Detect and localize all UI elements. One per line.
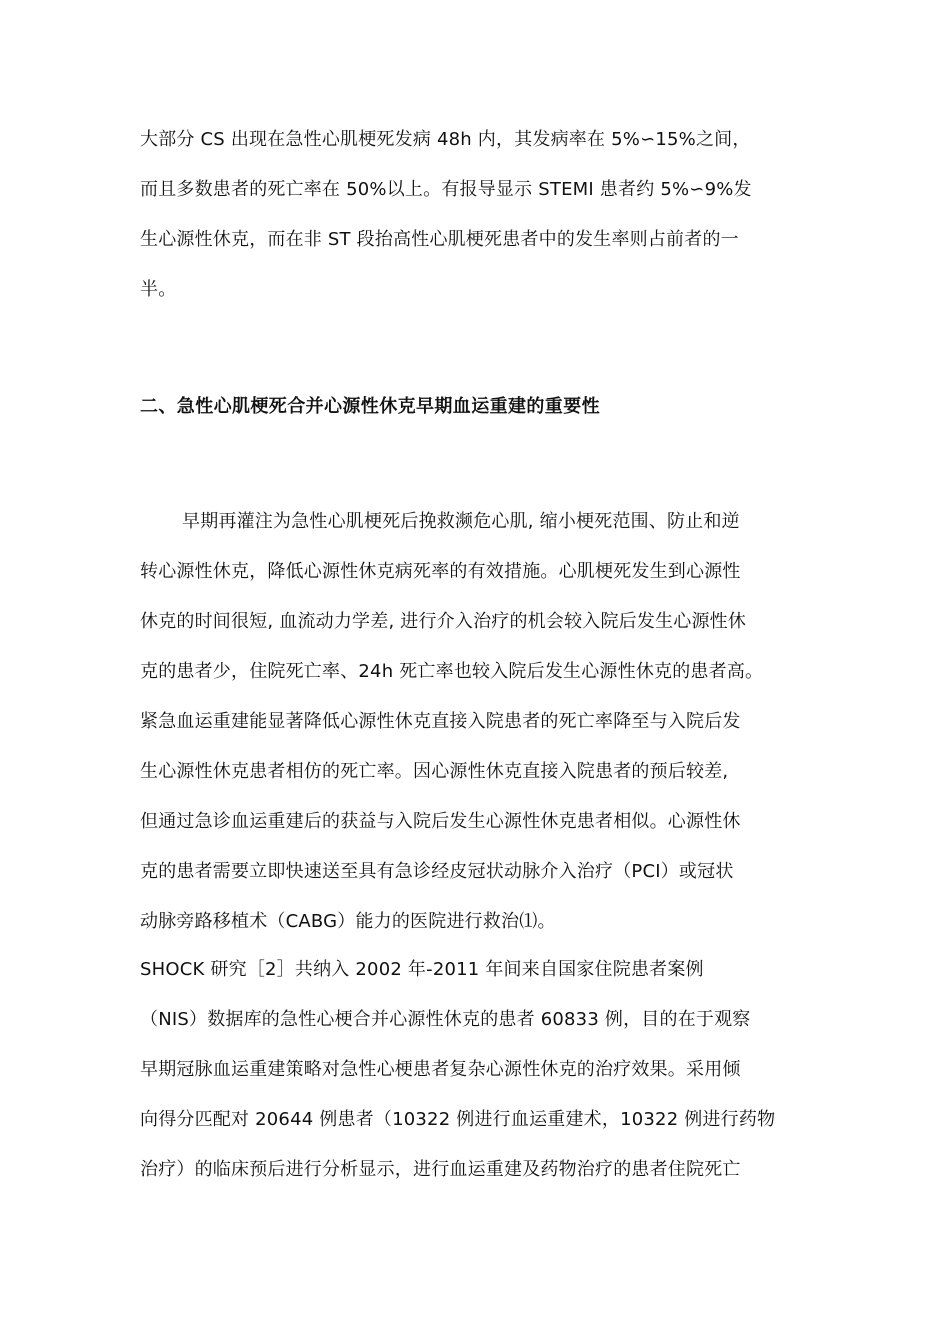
- paragraph-3-line-4: 向得分匹配对 20644 例患者（10322 例进行血运重建术，10322 例进行药物: [140, 1109, 776, 1130]
- paragraph-2-line-1: 早期再灌注为急性心肌梗死后挽救濒危心肌, 缩小梗死范围、防止和逆: [182, 511, 740, 532]
- paragraph-2-line-4: 克的患者少，住院死亡率、24h 死亡率也较入院后发生心源性休克的患者高。: [140, 661, 764, 682]
- paragraph-2-line-8: 克的患者需要立即快速送至具有急诊经皮冠状动脉介入治疗（PCI）或冠状: [140, 861, 734, 882]
- paragraph-3-line-3: 早期冠脉血运重建策略对急性心梗患者复杂心源性休克的治疗效果。采用倾: [140, 1059, 741, 1080]
- paragraph-1-line-1: 大部分 CS 出现在急性心肌梗死发病 48h 内，其发病率在 5%∽15%之间，: [140, 129, 751, 150]
- paragraph-1-line-3: 生心源性休克，而在非 ST 段抬高性心肌梗死患者中的发生率则占前者的一: [140, 229, 739, 250]
- paragraph-3-line-1: SHOCK 研究［2］共纳入 2002 年-2011 年间来自国家住院患者案例: [140, 959, 704, 980]
- paragraph-2-line-9: 动脉旁路移植术（CABG）能力的医院进行救治⑴。: [140, 911, 556, 932]
- paragraph-3-line-2: （NIS）数据库的急性心梗合并心源性休克的患者 60833 例，目的在于观察: [140, 1009, 751, 1030]
- paragraph-1-line-4: 半。: [140, 279, 177, 300]
- paragraph-2-line-2: 转心源性休克，降低心源性休克病死率的有效措施。心肌梗死发生到心源性: [140, 561, 741, 582]
- paragraph-2-line-3: 休克的时间很短, 血流动力学差, 进行介入治疗的机会较入院后发生心源性休: [140, 611, 747, 632]
- paragraph-3-line-5: 治疗）的临床预后进行分析显示，进行血运重建及药物治疗的患者住院死亡: [140, 1159, 741, 1180]
- paragraph-1-line-2: 而且多数患者的死亡率在 50%以上。有报导显示 STEMI 患者约 5%∽9%发: [140, 179, 752, 200]
- paragraph-2-line-5: 紧急血运重建能显著降低心源性休克直接入院患者的死亡率降至与入院后发: [140, 711, 741, 732]
- paragraph-2-line-7: 但通过急诊血运重建后的获益与入院后发生心源性休克患者相似。心源性休: [140, 811, 741, 832]
- paragraph-2-line-6: 生心源性休克患者相仿的死亡率。因心源性休克直接入院患者的预后较差,: [140, 761, 729, 782]
- section-heading: 二、急性心肌梗死合并心源性休克早期血运重建的重要性: [140, 396, 600, 417]
